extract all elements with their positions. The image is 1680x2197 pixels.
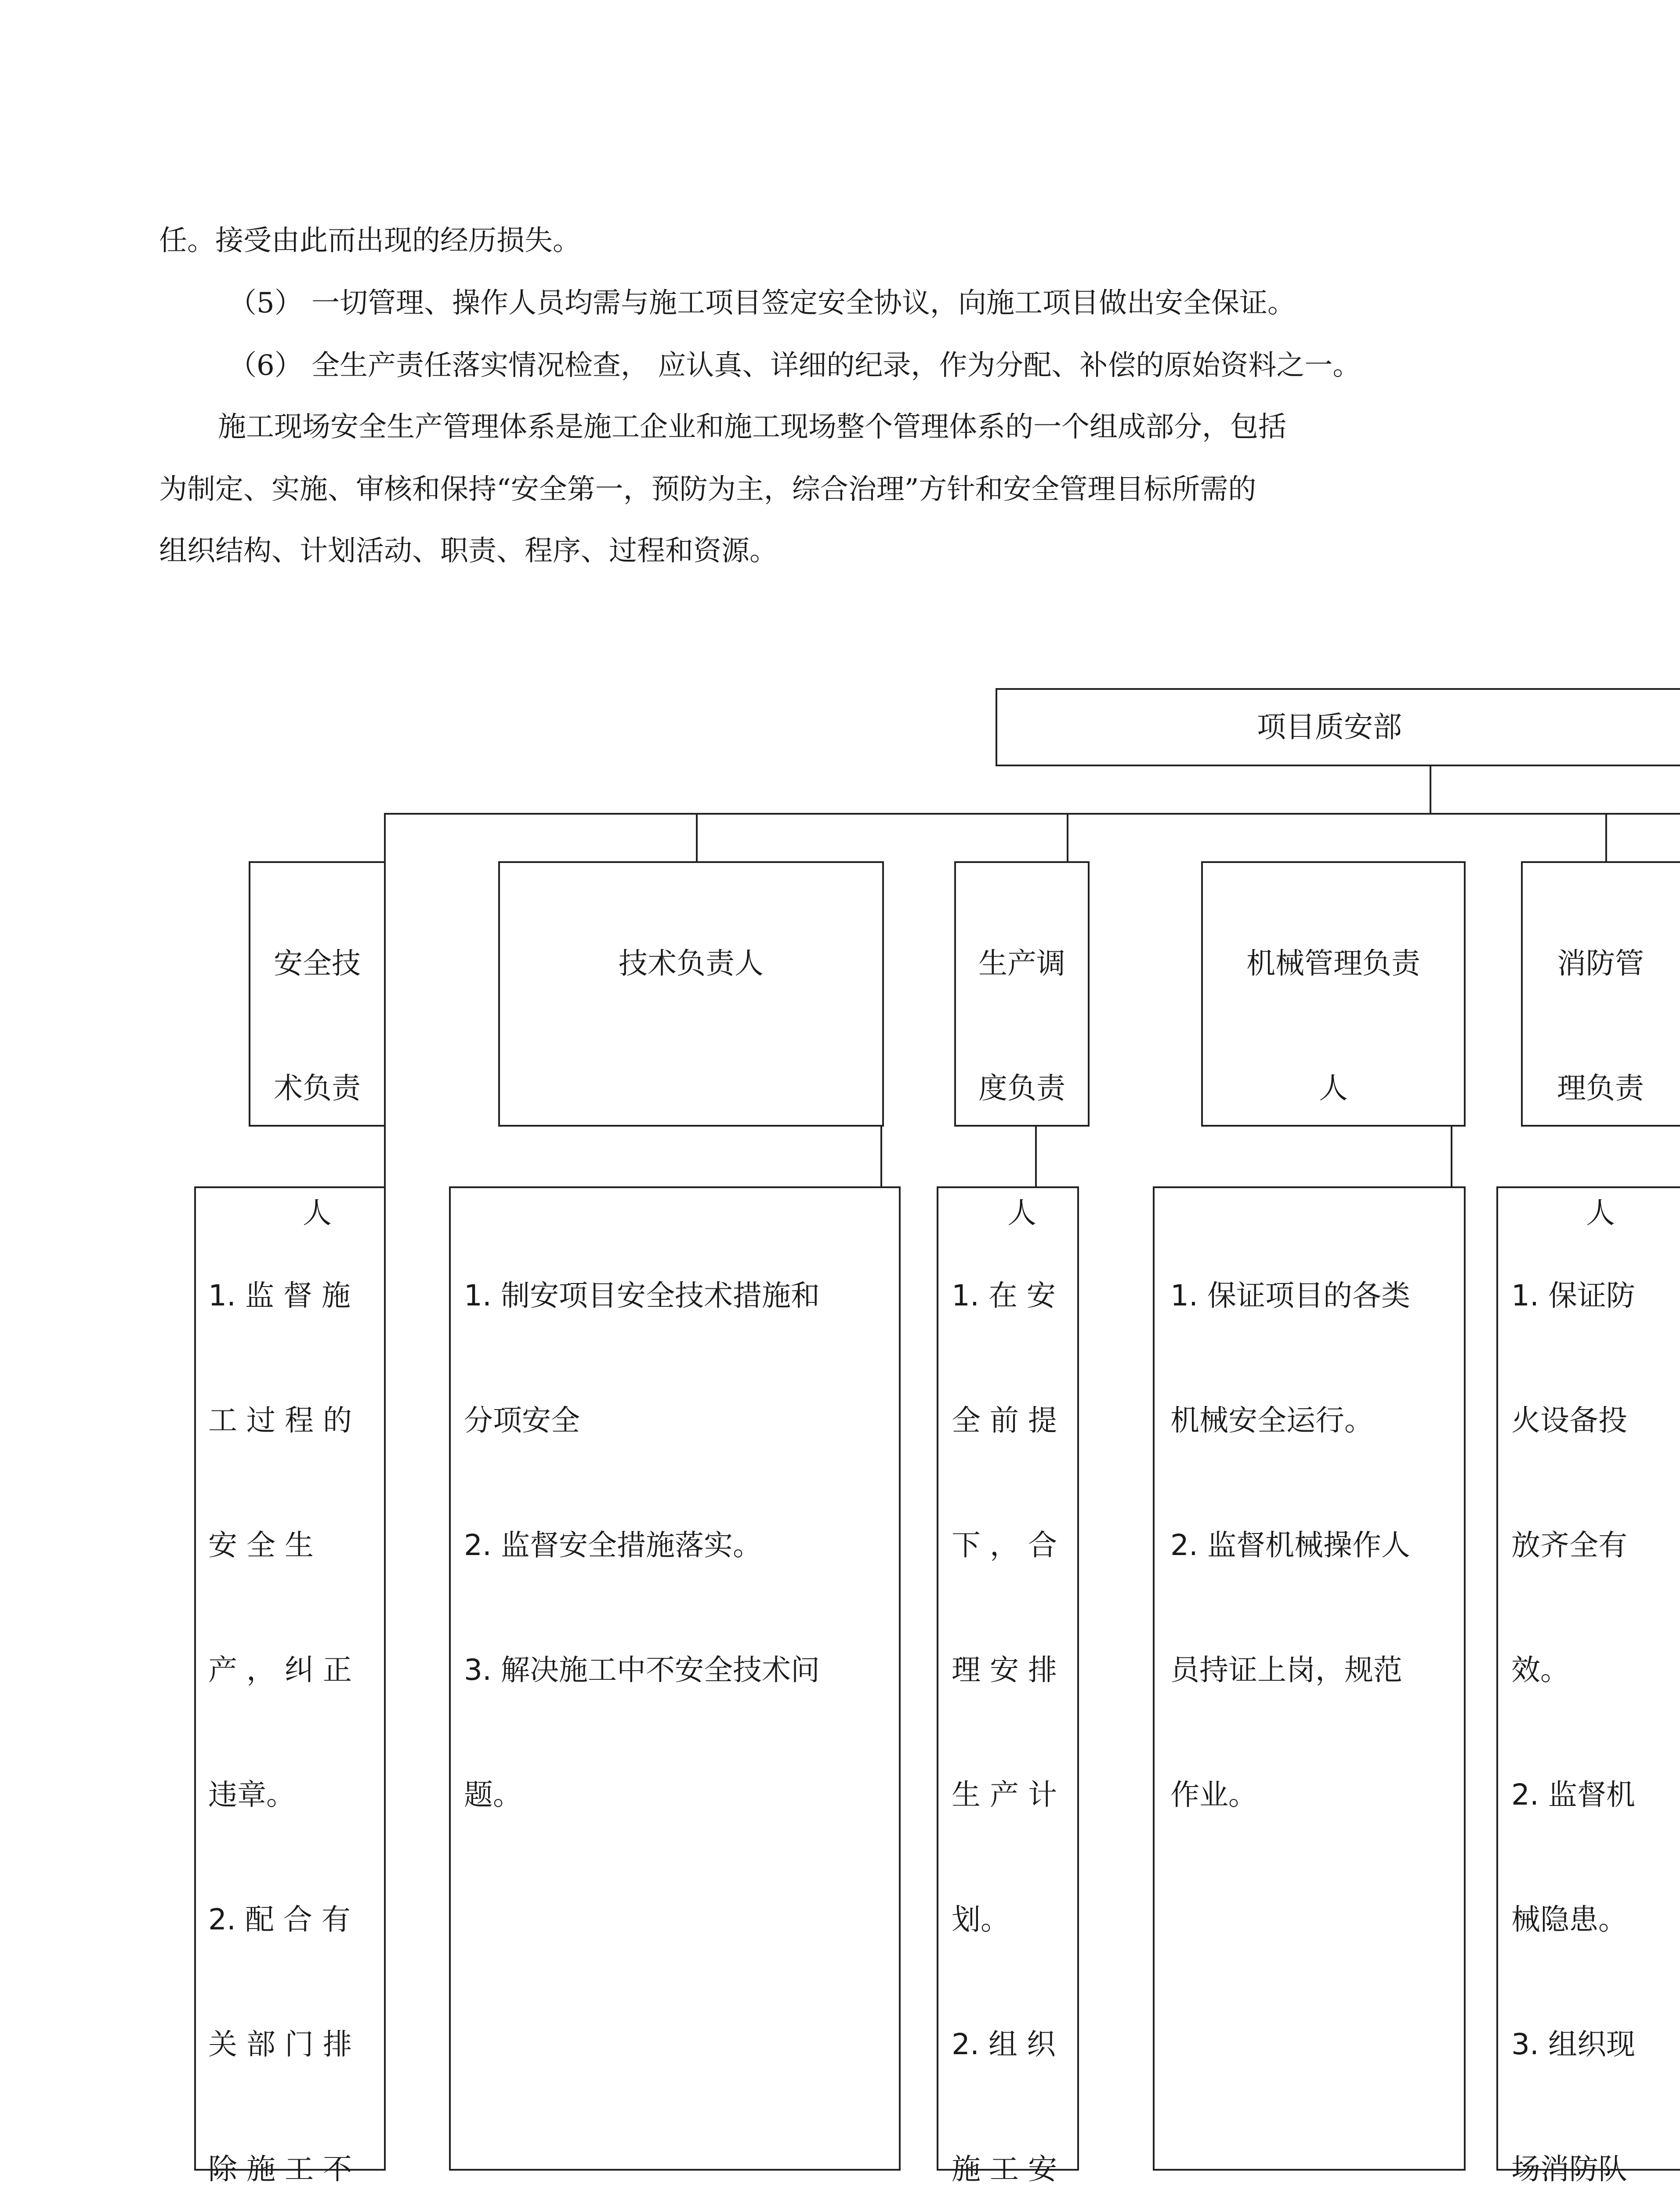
- role-title-safety-tech: 安全技 术负责 人: [274, 946, 361, 1230]
- connector-top-vertical: [1430, 766, 1431, 815]
- duty-text-fire: 1. 保证防 火设备投 放齐全有 效。 2. 监督机 械隐患。 3. 组织现 场消防队: [1511, 1279, 1635, 2186]
- role-title-machinery: 机械管理负责 人: [1246, 946, 1420, 1105]
- connector-drop-production: [1067, 813, 1068, 861]
- role-title-fire: 消防管 理负责 人: [1557, 946, 1644, 1230]
- connector-machinery-duty: [1451, 1127, 1452, 1186]
- connector-tech-duty: [880, 1127, 882, 1186]
- paragraph-item-5: （5） 一切管理、操作人员均需与施工项目签定安全协议，向施工项目做出安全保证。: [228, 287, 1296, 319]
- connector-horizontal-bus: [384, 813, 1680, 815]
- role-title-production: 生产调 度负责 人: [978, 946, 1065, 1230]
- connector-drop-fire: [1605, 813, 1607, 861]
- duty-text-machinery: 1. 保证项目的各类 机械安全运行。 2. 监督机械操作人 员持证上岗，规范 作业。: [1170, 1279, 1410, 1812]
- connector-drop-tech: [696, 813, 698, 861]
- paragraph-continuation: 任。接受由此而出现的经历损失。: [159, 225, 581, 257]
- paragraph-item-6: （6） 全生产责任落实情况检查， 应认真、详细的纪录，作为分配、补偿的原始资料之一。: [228, 349, 1361, 382]
- duty-text-tech: 1. 制安项目安全技术措施和 分项安全 2. 监督安全措施落实。 3. 解决施工中不安全技术问 题。: [464, 1279, 820, 1812]
- role-title-tech: 技术负责人: [619, 946, 764, 980]
- paragraph-system-line-2: 为制定、实施、审核和保持“安全第一，预防为主，综合治理”方针和安全管理目标所需的: [159, 473, 1256, 506]
- paragraph-system-line-3: 组织结构、计划活动、职责、程序、过程和资源。: [159, 535, 778, 567]
- paragraph-system-line-1: 施工现场安全生产管理体系是施工企业和施工现场整个管理体系的一个组成部分，包括: [218, 411, 1286, 443]
- duty-text-production: 1. 在 安 全 前 提 下 ， 合 理 安 排 生 产 计 划。 2. 组 织 施 工 安: [952, 1279, 1057, 2186]
- org-top-title: 项目质安部: [1257, 710, 1402, 744]
- connector-production-duty: [1035, 1127, 1037, 1186]
- duty-text-safety-tech: 1. 监 督 施 工 过 程 的 安 全 生 产 ， 纠 正 违章。 2. 配 合 有 关 部 门 排 除 施 工 不: [208, 1279, 352, 2186]
